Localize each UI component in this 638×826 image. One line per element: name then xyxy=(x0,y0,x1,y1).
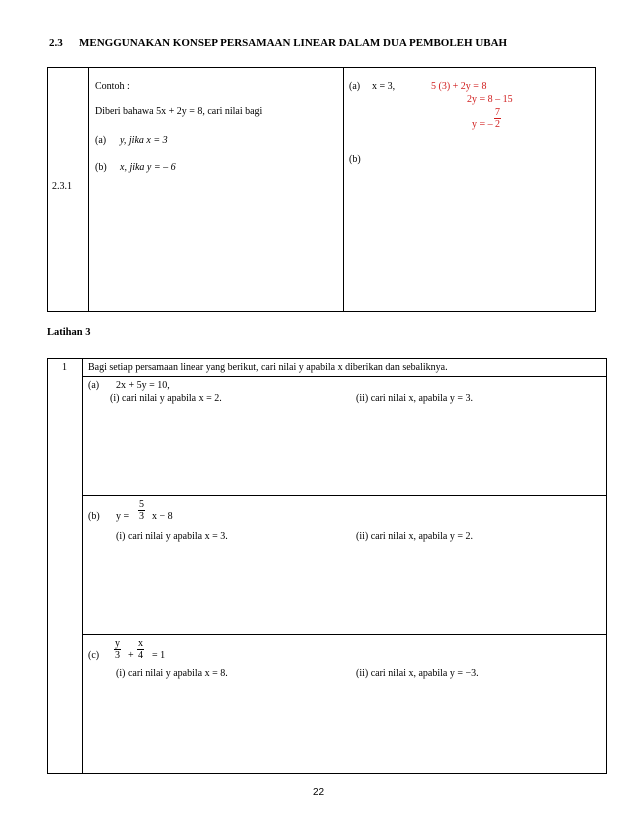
answer-a-line1: 5 (3) + 2y = 8 xyxy=(431,81,487,92)
part-b-i: (i) cari nilai y apabila x = 3. xyxy=(116,531,228,542)
part-b-lhs: y = xyxy=(116,511,130,522)
exercise-row-line-1 xyxy=(82,376,607,377)
exercise-instruction: Bagi setiap persamaan linear yang berikut, cari nilai y apabila x diberikan dan sebaliknya. xyxy=(88,362,448,373)
part-c-tag: (c) xyxy=(88,650,100,661)
part-c-fraction-2-num: x xyxy=(138,638,143,649)
section-number: 2.3 xyxy=(49,37,63,49)
exercise-row-line-3 xyxy=(82,634,607,635)
example-code: 2.3.1 xyxy=(52,181,72,192)
answer-a-tag: (a) xyxy=(349,81,361,92)
answer-b-tag: (b) xyxy=(349,154,361,165)
page-number: 22 xyxy=(313,787,325,798)
part-b-tag: (b) xyxy=(88,511,100,522)
exercise-title: Latihan 3 xyxy=(47,327,91,338)
part-a-equation: 2x + 5y = 10, xyxy=(116,380,170,391)
part-a-ii: (ii) cari nilai x, apabila y = 3. xyxy=(356,393,473,404)
part-c-i: (i) cari nilai y apabila x = 8. xyxy=(116,668,228,679)
example-part-a-tag: (a) xyxy=(95,135,107,146)
part-b-rest: x − 8 xyxy=(152,511,173,522)
part-c-fraction-2-den: 4 xyxy=(138,650,143,661)
answer-a-given: x = 3, xyxy=(372,81,396,92)
part-b-fraction-den: 3 xyxy=(139,511,144,522)
answer-a-line2: 2y = 8 – 15 xyxy=(467,94,513,105)
exercise-row-line-2 xyxy=(82,495,607,496)
example-box xyxy=(47,67,596,312)
answer-a-fraction xyxy=(494,107,501,130)
answer-a-fraction-den: 2 xyxy=(495,119,500,130)
exercise-box xyxy=(47,358,607,774)
example-divider-1 xyxy=(88,67,89,312)
part-c-fraction-1-den: 3 xyxy=(115,650,120,661)
answer-a-line3-prefix: y = – xyxy=(472,119,493,130)
part-b-fraction-num: 5 xyxy=(139,499,144,510)
part-a-i: (i) cari nilai y apabila x = 2. xyxy=(110,393,222,404)
example-given: Diberi bahawa 5x + 2y = 8, cari nilai bagi xyxy=(95,106,263,117)
part-b-fraction xyxy=(138,499,145,522)
example-part-b-tag: (b) xyxy=(95,162,107,173)
part-c-rhs: = 1 xyxy=(152,650,166,661)
example-label: Contoh : xyxy=(95,81,130,92)
answer-a-fraction-num: 7 xyxy=(495,107,500,118)
part-c-plus: + xyxy=(128,650,134,661)
part-a-tag: (a) xyxy=(88,380,100,391)
example-part-a-text: y, jika x = 3 xyxy=(120,135,168,146)
part-b-ii: (ii) cari nilai x, apabila y = 2. xyxy=(356,531,473,542)
example-part-b-text: x, jika y = – 6 xyxy=(120,162,176,173)
example-divider-2 xyxy=(343,67,344,312)
part-c-fraction-1 xyxy=(114,638,121,661)
part-c-fraction-1-num: y xyxy=(115,638,120,649)
exercise-divider xyxy=(82,358,83,774)
section-title: MENGGUNAKAN KONSEP PERSAMAAN LINEAR DALAM DUA PEMBOLEH UBAH xyxy=(79,37,508,49)
part-c-ii: (ii) cari nilai x, apabila y = −3. xyxy=(356,668,479,679)
part-c-fraction-2 xyxy=(137,638,144,661)
exercise-number: 1 xyxy=(62,362,67,373)
